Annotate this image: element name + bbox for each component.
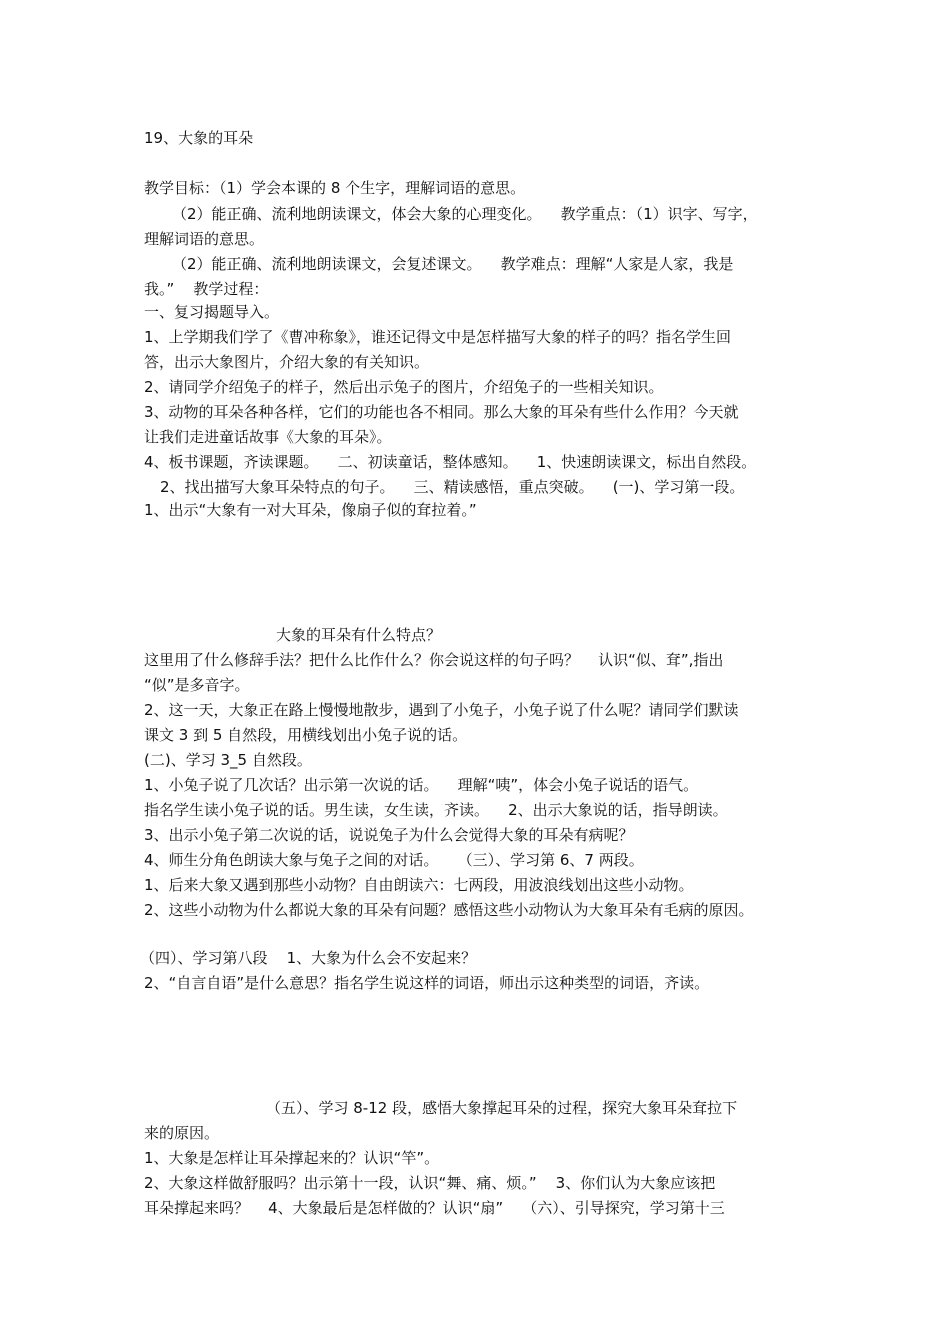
- text-line: 来的原因。: [144, 1124, 220, 1142]
- text-line: 3、出示小兔子第二次说的话，说说兔子为什么会觉得大象的耳朵有病呢？: [144, 826, 634, 844]
- text-line: 我。” 教学过程：: [144, 280, 269, 298]
- text-line: 4、板书课题，齐读课题。 二、初读童话，整体感知。 1、快速朗读课文，标出自然段。: [144, 453, 757, 471]
- section-heading: （四）、学习第八段 1、大象为什么会不安起来？: [140, 949, 477, 967]
- text-line: 答，出示大象图片，介绍大象的有关知识。: [144, 353, 430, 371]
- text-line: 1、后来大象又遇到那些小动物？自由朗读六：七两段，用波浪线划出这些小动物。: [144, 876, 694, 894]
- text-line: 2、这些小动物为什么都说大象的耳朵有问题？感悟这些小动物认为大象耳朵有毛病的原因。: [144, 901, 754, 919]
- text-line: 2、这一天，大象正在路上慢慢地散步，遇到了小兔子，小兔子说了什么呢？请同学们默读: [144, 701, 739, 719]
- text-line: 耳朵撑起来吗？ 4、大象最后是怎样做的？认识“扇” （六）、引导探究，学习第十三: [144, 1199, 725, 1217]
- text-line: 1、小兔子说了几次话？出示第一次说的话。 理解“咦”，体会小兔子说话的语气。: [144, 776, 699, 794]
- document-title: 19、大象的耳朵: [144, 129, 254, 147]
- text-line: 2、大象这样做舒服吗？出示第十一段，认识“舞、痛、烦。” 3、你们认为大象应该把: [144, 1174, 716, 1192]
- text-line: 这里用了什么修辞手法？把什么比作什么？你会说这样的句子吗？ 认识“似、耷”,指出: [144, 651, 724, 669]
- text-line: 1、出示“大象有一对大耳朵，像扇子似的耷拉着。”: [144, 501, 477, 519]
- text-line: 2、找出描写大象耳朵特点的句子。 三、精读感悟，重点突破。 (一)、学习第一段。: [160, 478, 745, 496]
- text-line: 2、“自言自语”是什么意思？指名学生说这样的词语，师出示这种类型的词语，齐读。: [144, 974, 710, 992]
- text-line: 课文 3 到 5 自然段，用横线划出小兔子说的话。: [144, 726, 468, 744]
- text-line: “似”是多音字。: [144, 676, 250, 694]
- section-heading: 一、复习揭题导入。: [144, 303, 280, 321]
- text-line: 指名学生读小兔子说的话。男生读，女生读，齐读。 2、出示大象说的话，指导朗读。: [144, 801, 728, 819]
- text-line: 4、师生分角色朗读大象与兔子之间的对话。 （三）、学习第 6、7 两段。: [144, 851, 644, 869]
- section-heading: (二)、学习 3_5 自然段。: [144, 751, 312, 769]
- text-line: （2）能正确、流利地朗读课文，体会大象的心理变化。 教学重点：（1）识字、写字，: [172, 205, 758, 223]
- text-line: （2）能正确、流利地朗读课文，会复述课文。 教学难点：理解“人家是人家，我是: [172, 255, 734, 273]
- text-line: 2、请同学介绍兔子的样子，然后出示兔子的图片，介绍兔子的一些相关知识。: [144, 378, 664, 396]
- text-line: 教学目标：（1）学会本课的 8 个生字，理解词语的意思。: [144, 179, 526, 197]
- text-line: 让我们走进童话故事《大象的耳朵》。: [144, 428, 392, 446]
- text-line: 1、上学期我们学了《曹冲称象》，谁还记得文中是怎样描写大象的样子的吗？指名学生回: [144, 328, 732, 346]
- text-line: 3、动物的耳朵各种各样，它们的功能也各不相同。那么大象的耳朵有些什么作用？今天就: [144, 403, 739, 421]
- text-line: 理解词语的意思。: [144, 230, 265, 248]
- section-heading: （五）、学习 8-12 段，感悟大象撑起耳朵的过程，探究大象耳朵耷拉下: [266, 1099, 738, 1117]
- text-line: 1、大象是怎样让耳朵撑起来的？认识“竿”。: [144, 1149, 440, 1167]
- text-line: 大象的耳朵有什么特点？: [276, 626, 442, 644]
